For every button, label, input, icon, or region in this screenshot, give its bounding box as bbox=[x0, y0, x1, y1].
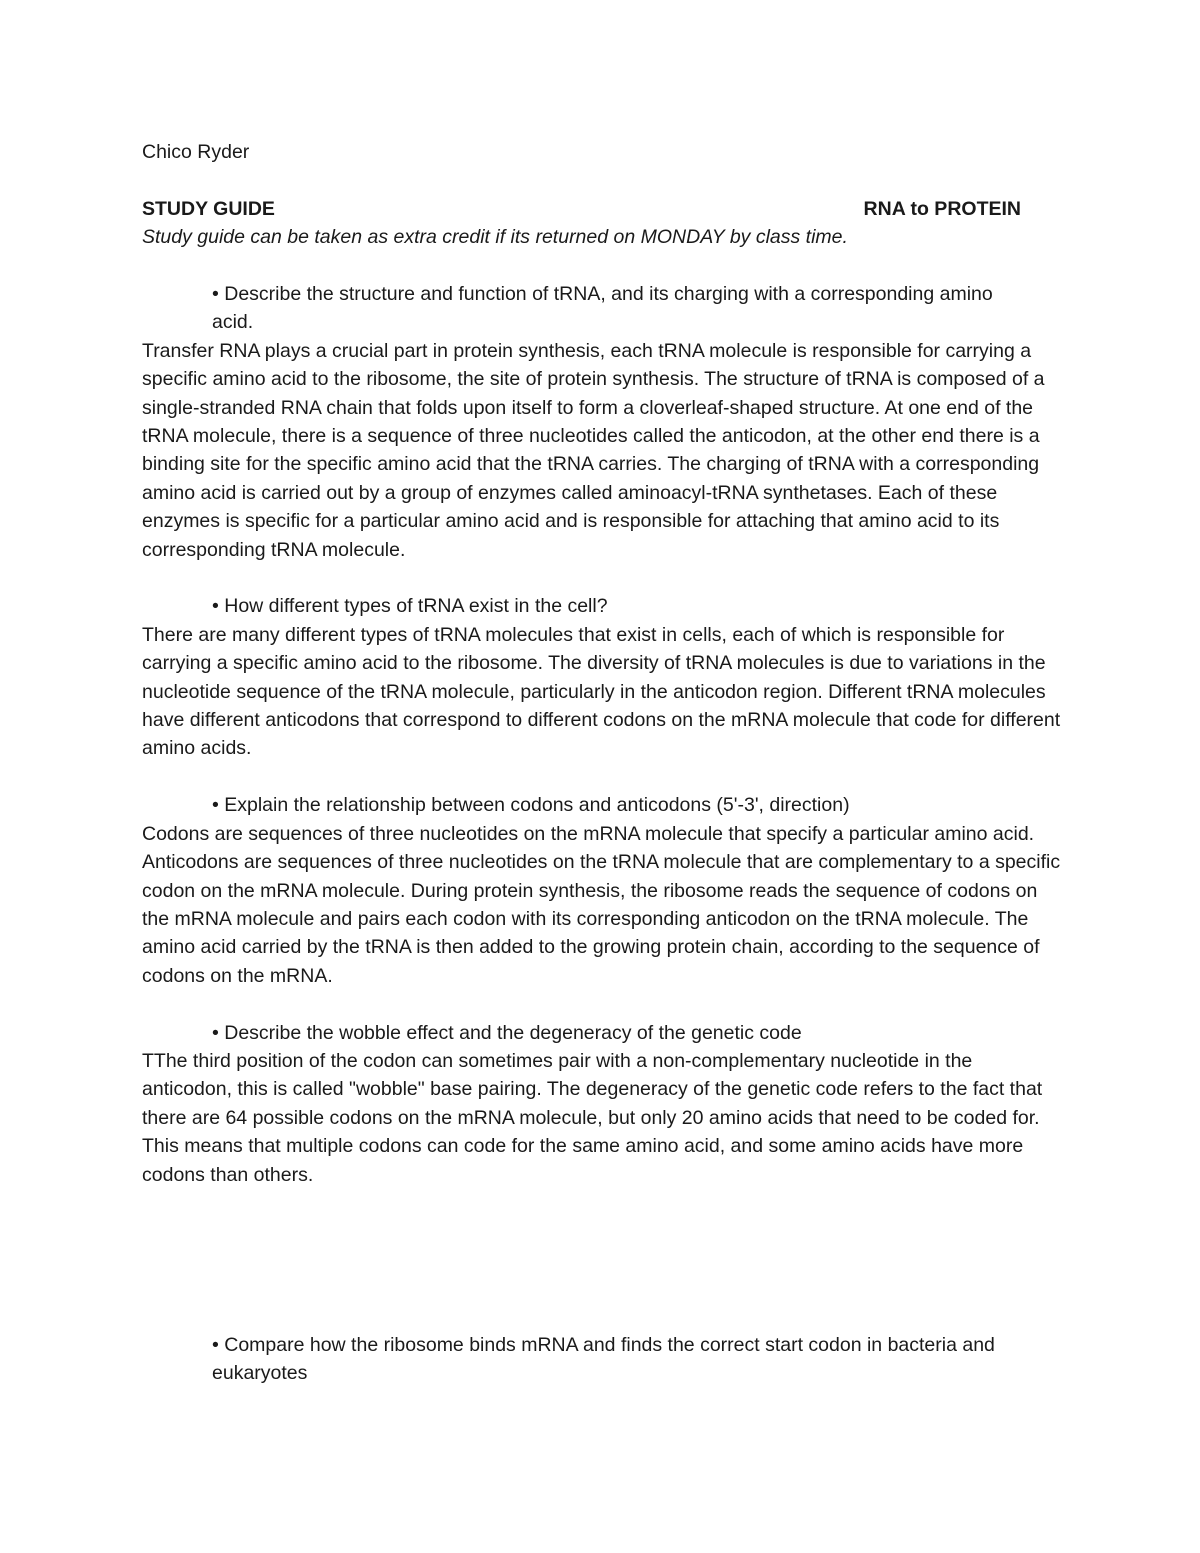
question-2: • How different types of tRNA exist in the cell? bbox=[212, 595, 608, 618]
document-topic: RNA to PROTEIN bbox=[863, 197, 1021, 220]
answer-1: Transfer RNA plays a crucial part in protein synthesis, each tRNA molecule is responsible for carrying a specific amino acid to the ribosome, the site of protein synthesis. The structure of tRNA is composed of a single-stranded RNA chain that folds upon itself to form a cloverleaf-shaped structure. At one end of the tRNA molecule, there is a sequence of three nucleotides called the anticodon, at the other end there is a binding site for the specific amino acid that the tRNA carries. The charging of tRNA with a corresponding amino acid is carried out by a group of enzymes called aminoacyl-tRNA synthetases. Each of these enzymes is specific for a particular amino acid and is responsible for attaching that amino acid to its corresponding tRNA molecule. bbox=[142, 339, 1045, 561]
document-title: STUDY GUIDE bbox=[142, 197, 275, 220]
extra-credit-note: Study guide can be taken as extra credit if its returned on MONDAY by class time. bbox=[142, 226, 848, 249]
question-5: • Compare how the ribosome binds mRNA and finds the correct start codon in bacteria and eukaryotes bbox=[212, 1333, 995, 1385]
title-row bbox=[142, 195, 1021, 223]
question-3: • Explain the relationship between codons and anticodons (5'-3', direction) bbox=[212, 794, 850, 817]
answer-4: TThe third position of the codon can sometimes pair with a non-complementary nucleotide in the anticodon, this is called "wobble" base pairing. The degeneracy of the genetic code refers to the fact that there are 64 possible codons on the mRNA molecule, but only 20 amino acids that need to be coded for. This means that multiple codons can code for the same amino acid, and some amino acids have more codons than others. bbox=[142, 1049, 1043, 1186]
document-content bbox=[142, 138, 1064, 1388]
author-name: Chico Ryder bbox=[142, 141, 250, 163]
answer-2: There are many different types of tRNA molecules that exist in cells, each of which is responsible for carrying a specific amino acid to the ribosome. The diversity of tRNA molecules is due to variations in the nucleotide sequence of the tRNA molecule, particularly in the anticodon region. Different tRNA molecules have different anticodons that correspond to different codons on the mRNA molecule that code for different amino acids. bbox=[142, 623, 1061, 760]
question-1: • Describe the structure and function of tRNA, and its charging with a corresponding amino acid. bbox=[212, 283, 993, 334]
answer-3: Codons are sequences of three nucleotides on the mRNA molecule that specify a particular amino acid. Anticodons are sequences of three nucleotides on the tRNA molecule that are complementary to a specific codon on the mRNA molecule. During protein synthesis, the ribosome reads the sequence of codons on the mRNA molecule and pairs each codon with its corresponding anticodon on the tRNA molecule. The amino acid carried by the tRNA is then added to the growing protein chain, according to the sequence of codons on the mRNA. bbox=[142, 822, 1061, 987]
blank-space bbox=[142, 1189, 1064, 1331]
question-4: • Describe the wobble effect and the degeneracy of the genetic code bbox=[212, 1021, 802, 1044]
